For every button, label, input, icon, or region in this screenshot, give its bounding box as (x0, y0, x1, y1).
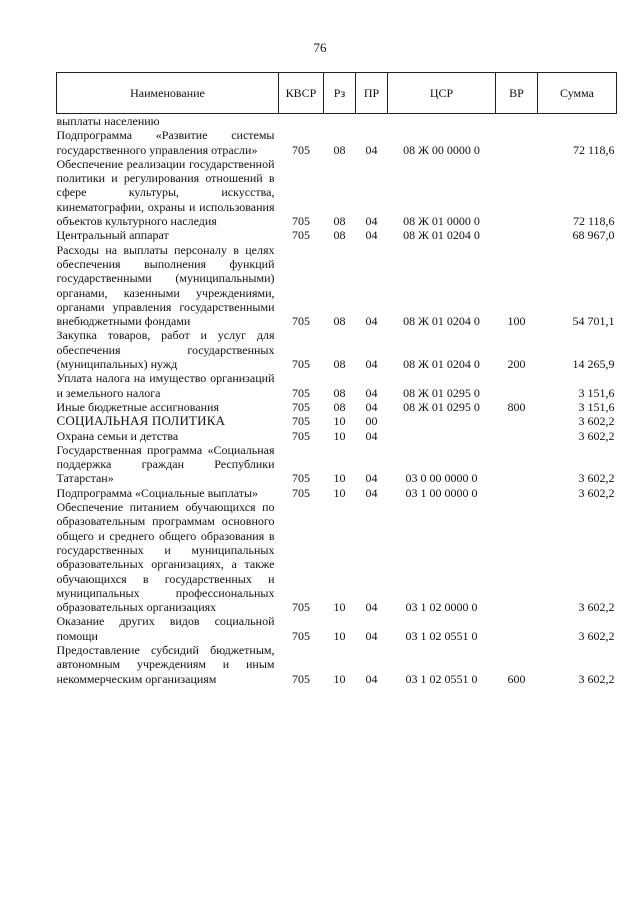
row-pr: 04 (365, 485, 378, 500)
row-rz: 08 (333, 385, 346, 400)
row-csr (388, 429, 496, 443)
row-sum: 3 151,6 (578, 399, 615, 414)
row-sum: 14 265,9 (572, 357, 615, 372)
row-rz: 08 (333, 142, 346, 157)
table-row (57, 157, 617, 228)
table-row (57, 614, 617, 643)
row-pr: 04 (365, 671, 378, 686)
row-name: Подпрограмма «Развитие системы государственного управления отрасли» (56, 128, 275, 157)
row-vr (496, 500, 538, 614)
row-sum: 72 118,6 (572, 142, 615, 157)
row-kvsr: 705 (292, 314, 310, 329)
row-sum: 54 701,1 (572, 314, 615, 329)
header-name: Наименование (57, 73, 279, 114)
row-sum: 3 602,2 (578, 671, 615, 686)
row-csr (388, 114, 496, 129)
row-kvsr: 705 (292, 600, 310, 615)
header-sum: Сумма (538, 73, 617, 114)
row-name: Обеспечение питанием обучающихся по образовательным программам основного общего и среднего общего образования в государственных и муниципальных образовательных организациях, а также обучающихся в государственных и муниципальных профессиональных образовательных организациях (56, 500, 275, 615)
header-pr: ПР (356, 73, 388, 114)
row-csr: 08 Ж 01 0295 0 (403, 399, 480, 414)
table-row (57, 328, 617, 371)
row-vr (496, 371, 538, 400)
row-kvsr: 705 (292, 214, 310, 229)
row-name: Обеспечение реализации государственной политики и регулирования отношений в сфере культуры, искусства, кинематографии, охраны и использования объектов культурного наследия (56, 156, 275, 229)
row-rz: 08 (333, 314, 346, 329)
row-name: Охрана семьи и детства (56, 428, 179, 443)
table-row (57, 371, 617, 400)
row-kvsr: 705 (292, 385, 310, 400)
row-pr: 04 (365, 628, 378, 643)
row-kvsr (279, 114, 324, 129)
row-csr: 03 1 00 0000 0 (405, 485, 478, 500)
table-header-row (57, 73, 617, 114)
row-rz (324, 114, 356, 129)
row-csr (388, 414, 496, 428)
row-kvsr: 705 (292, 628, 310, 643)
row-vr (496, 429, 538, 443)
row-csr: 08 Ж 01 0204 0 (403, 314, 480, 329)
row-pr: 04 (365, 357, 378, 372)
row-rz: 10 (333, 471, 346, 486)
row-csr: 03 1 02 0551 0 (405, 628, 478, 643)
row-vr (496, 614, 538, 643)
row-pr: 00 (365, 414, 378, 429)
header-csr: ЦСР (388, 73, 496, 114)
row-name: Уплата налога на имущество организаций и земельного налога (56, 371, 275, 400)
row-name: Подпрограмма «Социальные выплаты» (56, 485, 259, 500)
row-csr: 03 0 00 0000 0 (405, 471, 478, 486)
row-csr: 03 1 02 0551 0 (405, 671, 478, 686)
table-row (57, 400, 617, 414)
budget-table (56, 72, 617, 686)
table-row (57, 243, 617, 329)
row-vr (496, 114, 538, 129)
row-pr: 04 (365, 399, 378, 414)
table-row (57, 486, 617, 500)
row-rz: 08 (333, 357, 346, 372)
table-row (57, 429, 617, 443)
table-row (57, 414, 617, 428)
table-row (57, 114, 617, 129)
row-pr: 04 (365, 142, 378, 157)
row-vr: 800 (507, 399, 526, 414)
row-rz: 08 (333, 399, 346, 414)
row-vr (496, 157, 538, 228)
row-kvsr: 705 (292, 228, 310, 243)
table-row (57, 128, 617, 157)
row-pr: 04 (365, 428, 378, 443)
row-sum: 3 602,2 (578, 628, 615, 643)
row-name: Предоставление субсидий бюджетным, автономным учреждениям и иным некоммерческим организациям (56, 642, 275, 686)
row-rz: 10 (333, 414, 346, 429)
row-csr: 08 Ж 01 0204 0 (403, 228, 480, 243)
row-sum: 3 602,2 (578, 600, 615, 615)
row-kvsr: 705 (292, 428, 310, 443)
row-kvsr: 705 (292, 671, 310, 686)
row-pr: 04 (365, 214, 378, 229)
row-pr: 04 (365, 385, 378, 400)
row-sum (538, 114, 617, 129)
row-sum: 3 602,2 (578, 414, 615, 429)
row-csr: 08 Ж 01 0000 0 (403, 214, 480, 229)
row-name: Государственная программа «Социальная поддержка граждан Республики Татарстан» (56, 442, 275, 486)
row-name: Центральный аппарат (56, 228, 169, 243)
row-rz: 10 (333, 671, 346, 686)
table-row (57, 443, 617, 486)
row-pr (356, 114, 388, 129)
row-csr: 03 1 02 0000 0 (405, 600, 478, 615)
row-rz: 08 (333, 214, 346, 229)
row-vr: 600 (507, 671, 526, 686)
row-vr (496, 414, 538, 428)
page-number: 76 (313, 40, 327, 55)
row-name: выплаты населению (56, 114, 160, 128)
row-kvsr: 705 (292, 357, 310, 372)
row-rz: 10 (333, 428, 346, 443)
row-kvsr: 705 (292, 471, 310, 486)
row-vr (496, 443, 538, 486)
row-rz: 10 (333, 485, 346, 500)
row-csr: 08 Ж 01 0295 0 (403, 385, 480, 400)
row-sum: 3 602,2 (578, 485, 615, 500)
table-row (57, 228, 617, 242)
row-name: Расходы на выплаты персоналу в целях обеспечения выполнения функций государственными (муниципальными) органами, казенными учреждениями, органами управления государственными внебюджетными фондами (56, 242, 275, 329)
row-sum: 68 967,0 (572, 228, 615, 243)
row-sum: 3 602,2 (578, 428, 615, 443)
row-rz: 08 (333, 228, 346, 243)
row-name: СОЦИАЛЬНАЯ ПОЛИТИКА (56, 413, 226, 429)
row-kvsr: 705 (292, 485, 310, 500)
table-row (57, 643, 617, 686)
row-csr: 08 Ж 01 0204 0 (403, 357, 480, 372)
row-pr: 04 (365, 600, 378, 615)
header-vr: ВР (496, 73, 538, 114)
row-kvsr: 705 (292, 414, 310, 429)
table-row (57, 500, 617, 614)
row-vr: 200 (507, 357, 526, 372)
row-vr (496, 486, 538, 500)
row-sum: 72 118,6 (572, 214, 615, 229)
row-rz: 10 (333, 600, 346, 615)
row-kvsr: 705 (292, 142, 310, 157)
header-rz: Рз (324, 73, 356, 114)
row-sum: 3 151,6 (578, 385, 615, 400)
row-name: Закупка товаров, работ и услуг для обеспечения государственных (муниципальных) нужд (56, 328, 275, 372)
row-name: Оказание других видов социальной помощи (56, 614, 275, 643)
row-csr: 08 Ж 00 0000 0 (403, 142, 480, 157)
row-rz: 10 (333, 628, 346, 643)
row-sum: 3 602,2 (578, 471, 615, 486)
row-name: Иные бюджетные ассигнования (56, 399, 219, 414)
row-pr: 04 (365, 471, 378, 486)
row-pr: 04 (365, 314, 378, 329)
row-kvsr: 705 (292, 399, 310, 414)
row-vr: 100 (507, 314, 526, 329)
row-vr (496, 228, 538, 242)
row-pr: 04 (365, 228, 378, 243)
header-kvsr: КВСР (279, 73, 324, 114)
row-vr (496, 128, 538, 157)
